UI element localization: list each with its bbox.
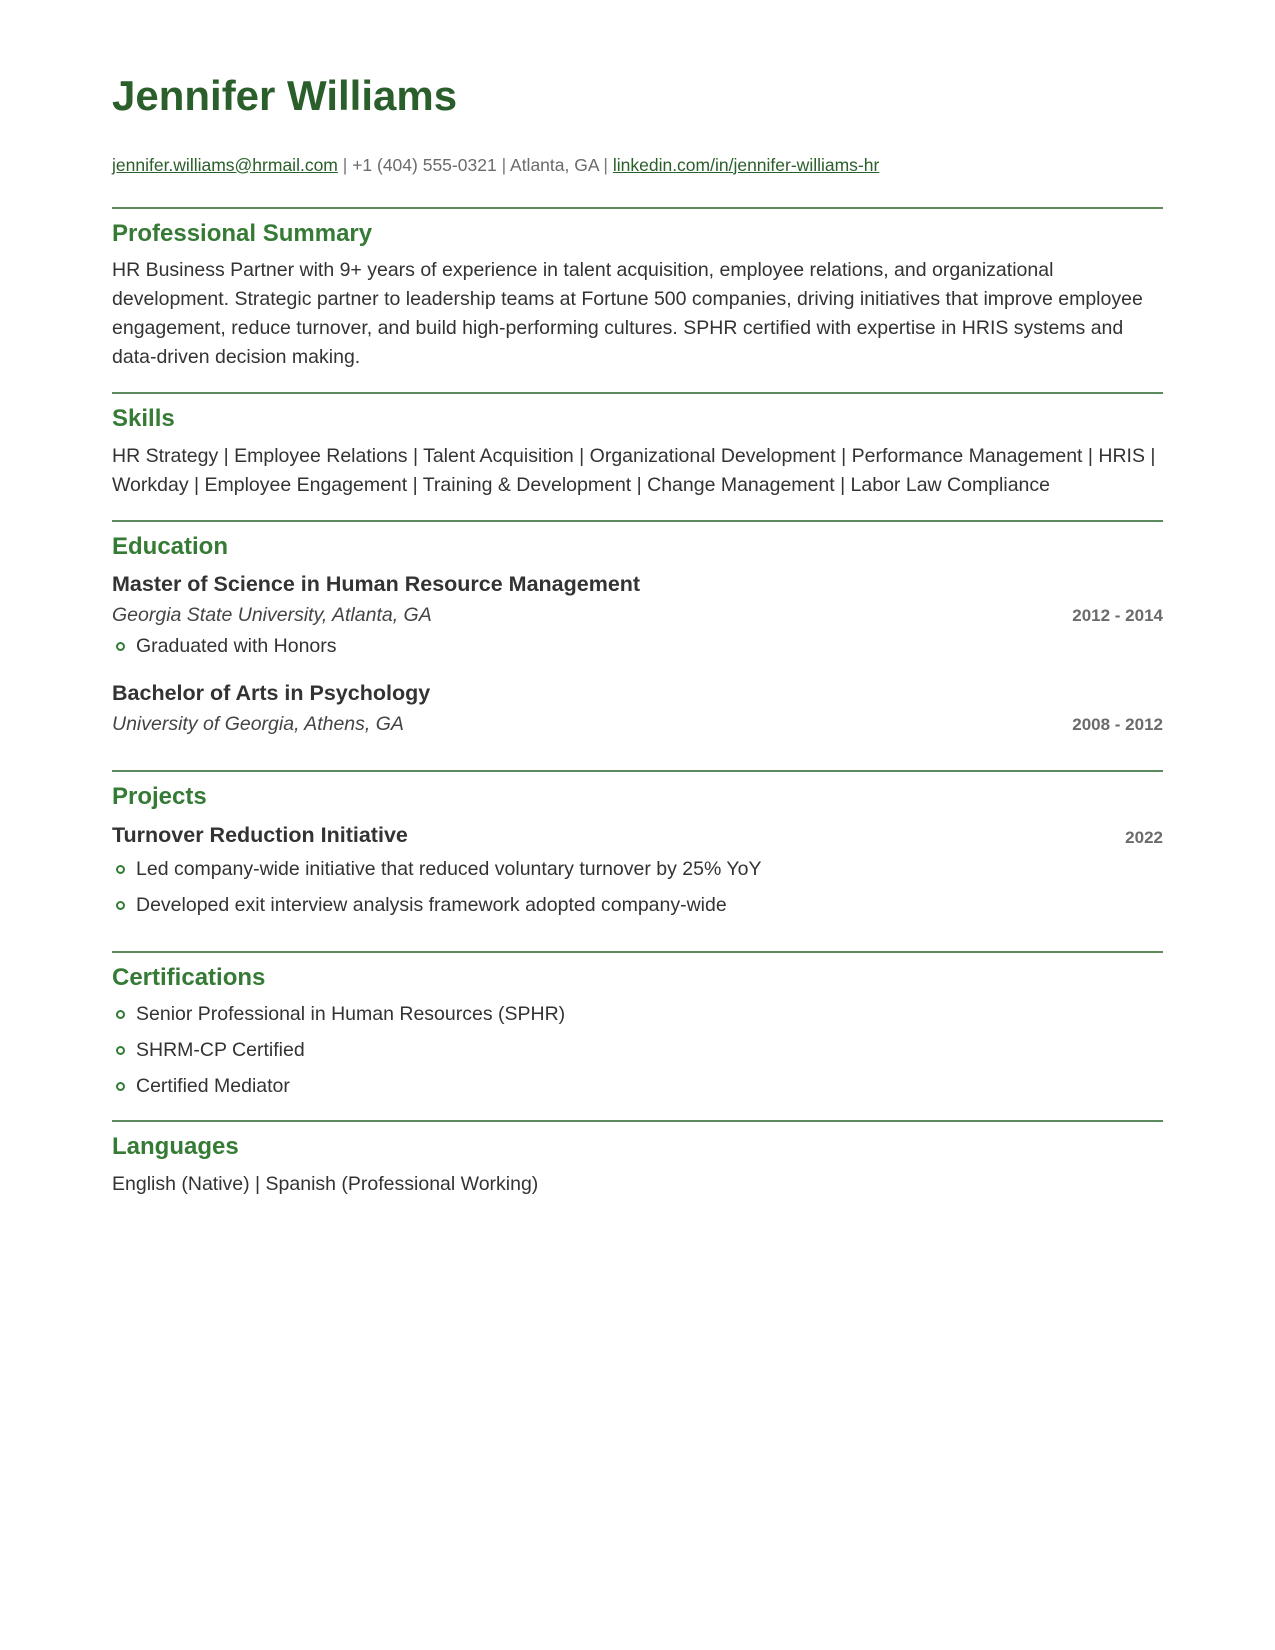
candidate-name: Jennifer Williams xyxy=(112,72,458,119)
linkedin-link[interactable]: linkedin.com/in/jennifer-williams-hr xyxy=(612,154,880,175)
separator: | xyxy=(603,154,613,175)
summary-section xyxy=(112,207,1163,373)
school-name: University of Georgia, Athens, GA xyxy=(112,712,404,735)
list-item: Led company-wide initiative that reduced voluntary turnover by 25% YoY xyxy=(112,855,1163,883)
languages-text: English (Native) | Spanish (Professional Working) xyxy=(112,1172,539,1195)
phone-number: +1 (404) 555-0321 xyxy=(352,154,497,175)
skills-text: HR Strategy | Employee Relations | Talent Acquisition | Organizational Development | Performance Management | HRIS | Workday | Employee Engagement | Training & Development | Change Management | Labor Law Compliance xyxy=(112,444,1156,496)
degree-name: Bachelor of Arts in Psychology xyxy=(112,680,431,705)
projects-heading: Projects xyxy=(112,783,207,810)
separator: | xyxy=(342,154,353,175)
skills-section xyxy=(112,392,1163,500)
degree-title xyxy=(112,678,1163,709)
education-dates: 2012 - 2014 xyxy=(1072,606,1163,626)
project-title-row xyxy=(112,820,1163,851)
contact-line xyxy=(112,155,1163,176)
certifications-heading: Certifications xyxy=(112,963,266,991)
education-bullets xyxy=(112,632,1163,660)
project-bullets xyxy=(112,855,1163,919)
location: Atlanta, GA xyxy=(510,154,599,175)
list-item: SHRM-CP Certified xyxy=(112,1036,1163,1064)
project-name: Turnover Reduction Initiative xyxy=(112,822,408,847)
certifications-list xyxy=(112,1000,1163,1100)
projects-section xyxy=(112,770,1163,919)
list-item: Senior Professional in Human Resources (SPHR) xyxy=(112,1000,1163,1028)
education-entry xyxy=(112,569,1163,659)
certifications-section xyxy=(112,951,1163,1101)
project-year: 2022 xyxy=(1125,828,1163,848)
summary-heading: Professional Summary xyxy=(112,219,373,247)
degree-name: Master of Science in Human Resource Management xyxy=(112,572,641,597)
list-item: Certified Mediator xyxy=(112,1072,1163,1100)
degree-title xyxy=(112,569,1163,600)
project-entry xyxy=(112,820,1163,919)
education-section xyxy=(112,520,1163,740)
education-dates: 2008 - 2012 xyxy=(1072,714,1163,734)
school-row xyxy=(112,709,1163,740)
email-link[interactable]: jennifer.williams@hrmail.com xyxy=(112,154,338,175)
languages-heading: Languages xyxy=(112,1133,239,1161)
school-row xyxy=(112,600,1163,631)
summary-text: HR Business Partner with 9+ years of experience in talent acquisition, employee relations, and organizational development. Strategic partner to leadership teams at Fortune 500 companies, driving initiatives that improve employee engagement, reduce turnover, and build high-performing cultures. SPHR certified with expertise in HRIS systems and data-driven decision making. xyxy=(112,259,1143,369)
separator: | xyxy=(501,154,511,175)
education-heading: Education xyxy=(112,532,229,560)
list-item: Graduated with Honors xyxy=(112,632,1163,660)
school-name: Georgia State University, Atlanta, GA xyxy=(112,604,432,627)
list-item: Developed exit interview analysis framework adopted company-wide xyxy=(112,891,1163,919)
skills-heading: Skills xyxy=(112,405,175,433)
languages-section xyxy=(112,1120,1163,1199)
education-entry xyxy=(112,678,1163,740)
